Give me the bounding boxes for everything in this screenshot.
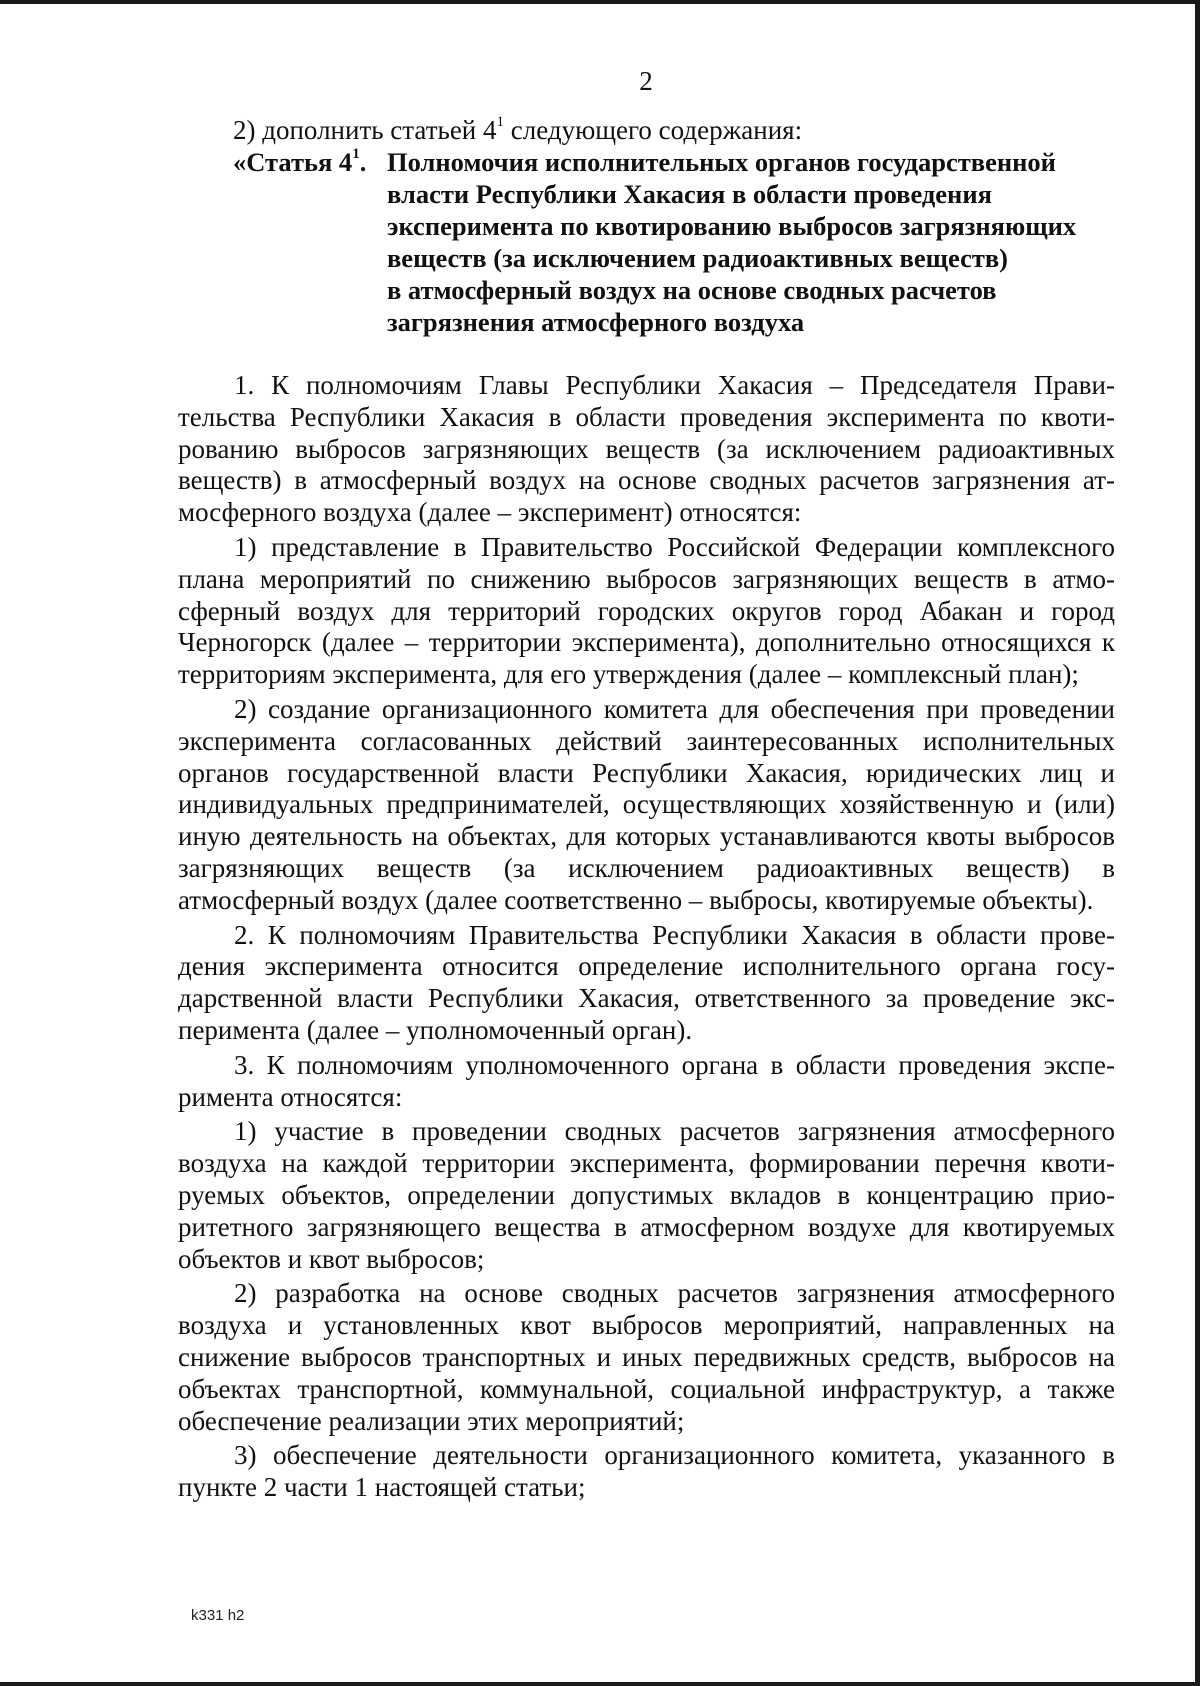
article-title-line: загрязнения атмосферного воздуха xyxy=(387,307,805,337)
article-number-superscript: 1 xyxy=(352,146,360,163)
paragraph-part-1-item-2: 2) создание организационного комитета для обеспечения при проведении эксперимента согласованных действий заинтересованных исполнительных органов государственной власти Республики Хакасия, юридических лиц и индивидуальных предпринимателей, осуществляющих хозяйственную и (или) иную деятельность на объектах, для которых устанавливаются квоты выбросов загрязняющих веществ (за исключением радиоактивных веществ) в атмосферный воздух (далее соответственно – выбросы, квотируемые объекты). xyxy=(178,693,1115,915)
paragraph-part-2: 2. К полномочиям Правительства Республики Хакасия в области проведения эксперимента относится определение исполнительного органа государственной власти Республики Хакасия, ответственного за проведение эксперимента (далее – уполномоченный орган). xyxy=(178,919,1115,1045)
scan-border-bottom xyxy=(0,1682,1200,1686)
footer-document-code: k331 h2 xyxy=(191,1607,245,1624)
article-title-line: эксперимента по квотированию выбросов загрязняющих xyxy=(387,211,1077,241)
paragraph-part-1-item-1: 1) представление в Правительство Российской Федерации комплексного плана мероприятий по снижению выбросов загрязняющих веществ в атмосферный воздух для территорий городских округов город Абакан и город Черногорск (далее – территории эксперимента), дополнительно относящихся к территориям эксперимента, для его утверждения (далее – комплексный план); xyxy=(178,531,1115,690)
article-title xyxy=(387,146,1107,338)
paragraph-part-3: 3. К полномочиям уполномоченного органа в области проведения эксперимента относятся: xyxy=(178,1049,1115,1112)
document-body xyxy=(178,370,1115,1507)
paragraph-part-3-item-3: 3) обеспечение деятельности организационного комитета, указанного в пункте 2 части 1 настоящей статьи; xyxy=(178,1440,1115,1503)
article-title-line: веществ (за исключением радиоактивных веществ) xyxy=(387,243,1008,273)
amendment-intro xyxy=(233,114,802,146)
article-title-line: в атмосферный воздух на основе сводных расчетов xyxy=(387,275,997,305)
paragraph-part-3-item-1: 1) участие в проведении сводных расчетов загрязнения атмосферного воздуха на каждой территории эксперимента, формировании перечня квотируемых объектов, определении допустимых вкладов в концентрацию приоритетного загрязняющего вещества в атмосферном воздухе для квотируемых объектов и квот выбросов; xyxy=(178,1116,1115,1274)
paragraph-part-1: 1. К полномочиям Главы Республики Хакасия – Председателя Правительства Республики Хакасия в области проведения эксперимента по квотированию выбросов загрязняющих веществ (за исключением радиоактивных веществ) в атмосферный воздух на основе сводных расчетов загрязнения атмосферного воздуха (далее – эксперимент) относятся: xyxy=(178,370,1115,528)
article-number: «Статья $4^1$. xyxy=(233,146,367,177)
amendment-intro-text-end: следующего содержания: xyxy=(504,115,803,145)
amendment-intro-text: 2) дополнить статьей 4 xyxy=(233,115,497,145)
scan-border-right xyxy=(1195,0,1200,1686)
scan-border-top xyxy=(0,0,1200,4)
article-title-line: Полномочия исполнительных органов государственной xyxy=(387,147,1056,177)
paragraph-part-3-item-2: 2) разработка на основе сводных расчетов загрязнения атмосферного воздуха и установленных квот выбросов мероприятий, направленных на снижение выбросов транспортных и иных передвижных средств, выбросов на объектах транспортной, коммунальной, социальной инфраструктур, а также обеспечение реализации этих мероприятий; xyxy=(178,1278,1115,1436)
amendment-intro-superscript: 1 xyxy=(496,114,505,130)
article-title-line: власти Республики Хакасия в области проведения xyxy=(387,179,992,209)
page-number: 2 xyxy=(639,66,653,96)
